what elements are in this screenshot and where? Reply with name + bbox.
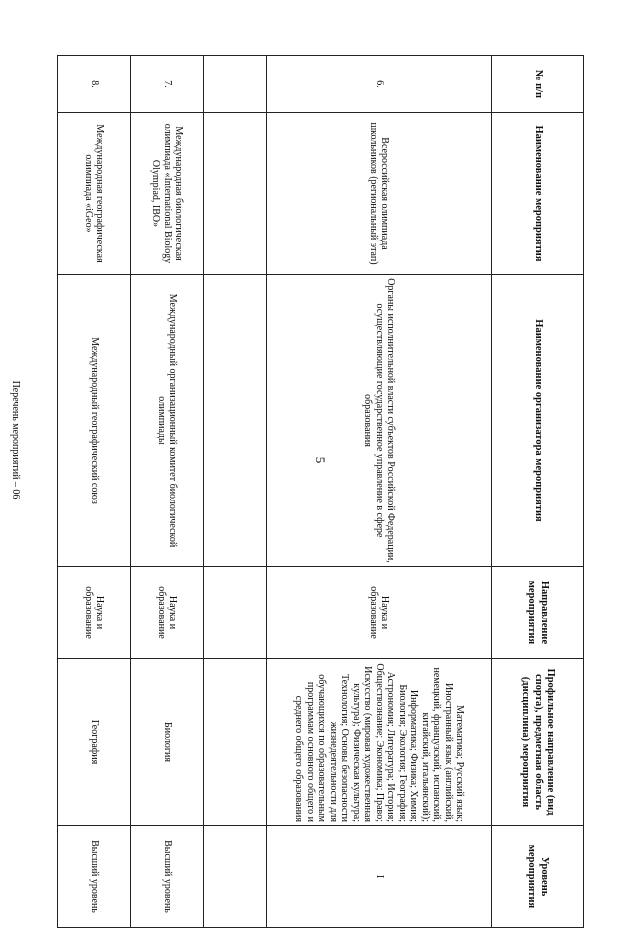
cell-empty xyxy=(204,56,267,113)
cell-empty xyxy=(204,567,267,659)
header-organizer: Наименование организатора мероприятия xyxy=(492,275,584,567)
events-table xyxy=(57,55,584,928)
header-subjects: Профильное направление (вид спорта), предметная область (дисциплина) мероприятия xyxy=(492,659,584,826)
header-direction: Направление мероприятия xyxy=(492,567,584,659)
cell-num: 8. xyxy=(58,56,131,113)
table-row-empty xyxy=(204,56,267,928)
table-row xyxy=(58,56,131,928)
table-header-row xyxy=(492,56,584,928)
cell-level: I xyxy=(267,826,492,928)
cell-empty xyxy=(204,113,267,275)
cell-organizer: Международный географический союз xyxy=(58,275,131,567)
cell-subjects: География xyxy=(58,659,131,826)
cell-organizer: Органы исполнительной власти субъектов Российской Федерации, осуществляющие государственное управление в сфере образования xyxy=(267,275,492,567)
table-row xyxy=(267,56,492,928)
events-table-wrapper xyxy=(58,55,584,913)
header-name: Наименование мероприятия xyxy=(492,113,584,275)
table-row xyxy=(131,56,204,928)
cell-empty xyxy=(204,659,267,826)
cell-name: Международная биологическая олимпиада «International Biology Olympiad, IBO» xyxy=(131,113,204,275)
cell-empty xyxy=(204,275,267,567)
header-level: Уровень мероприятия xyxy=(492,826,584,928)
cell-empty xyxy=(204,826,267,928)
cell-level: Высший уровень xyxy=(131,826,204,928)
document-footer: Перечень мероприятий – 06 xyxy=(10,380,21,500)
cell-num: 6. xyxy=(267,56,492,113)
cell-direction: Наука и образование xyxy=(267,567,492,659)
cell-organizer: Международный организационный комитет биологической олимпиады xyxy=(131,275,204,567)
cell-num: 7. xyxy=(131,56,204,113)
cell-name: Международная географическая олимпиада «iGeo» xyxy=(58,113,131,275)
page-number: 5 xyxy=(313,456,328,464)
cell-subjects: Математика; Русский язык; Иностранный язык (английский, немецкий, французский, испанский, китайский, итальянский); Информатика; Физика; Химия; Биология; Экология; География; Астрономия; Литература; История; Обществознание; Экономика; Право; Искусство (мировая художественная культура); Физическая культура; Технология; Основы безопасности жизнедеятельности для обучающихся по образовательным программам основного общего и среднего общего образования xyxy=(267,659,492,826)
header-num: № п/п xyxy=(492,56,584,113)
cell-direction: Наука и образование xyxy=(131,567,204,659)
cell-subjects: Биология xyxy=(131,659,204,826)
cell-level: Высший уровень xyxy=(58,826,131,928)
cell-direction: Наука и образование xyxy=(58,567,131,659)
cell-name: Всероссийская олимпиада школьников (региональный этап) xyxy=(267,113,492,275)
